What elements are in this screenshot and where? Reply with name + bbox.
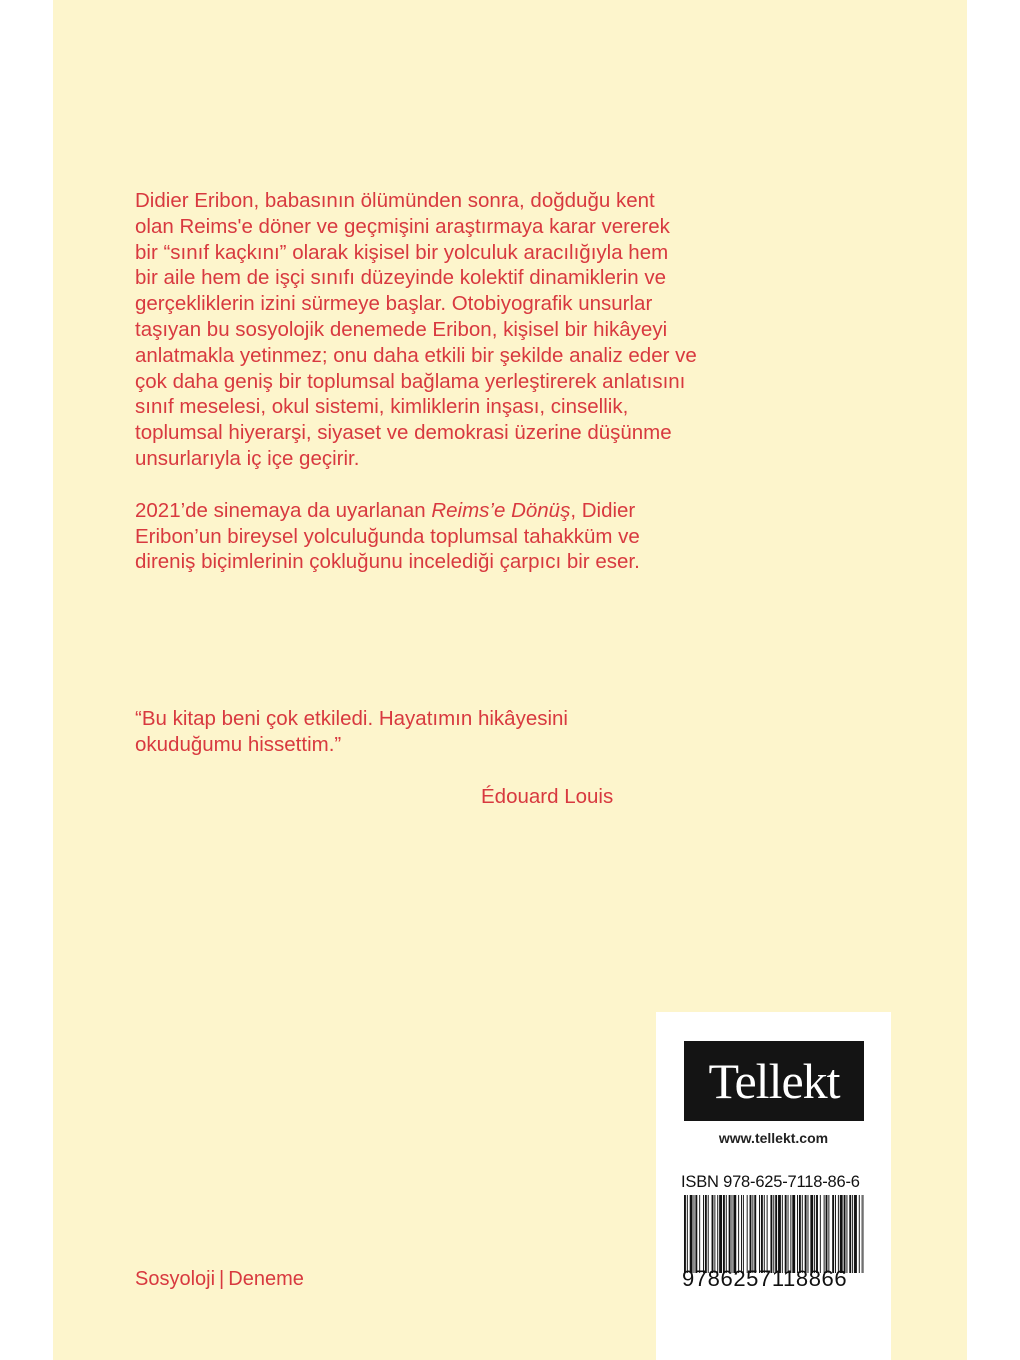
publisher-panel: [656, 1012, 891, 1360]
quote-author: Édouard Louis: [481, 785, 614, 808]
blurb-line: [135, 498, 735, 524]
barcode-bar: [764, 1195, 765, 1273]
barcode-bar: [743, 1195, 744, 1273]
endorsement-quote: [135, 706, 568, 758]
blurb-line: gerçekliklerin izini sürmeye başlar. Otobiyografik unsurlar: [135, 292, 653, 316]
barcode-bar: [852, 1195, 853, 1273]
barcode-bar: [826, 1195, 828, 1273]
barcode-bar: [808, 1195, 809, 1273]
barcode-bar: [816, 1195, 818, 1273]
barcode-bar: [788, 1195, 789, 1273]
barcode-bar: [775, 1195, 777, 1273]
barcode-bar: [750, 1195, 752, 1273]
publisher-website: www.tellekt.com: [718, 1130, 829, 1146]
barcode-bar: [840, 1195, 843, 1273]
barcode-bar: [790, 1195, 791, 1273]
genre-label: [135, 1266, 304, 1292]
blurb-paragraph-2: [135, 498, 735, 575]
barcode-bar: [690, 1195, 693, 1273]
barcode-bar: [759, 1195, 760, 1273]
blurb-paragraph-1: [135, 188, 735, 472]
barcode-bar: [785, 1195, 787, 1273]
blurb-line: direniş biçimlerinin çokluğunu incelediği çarpıcı bir eser.: [135, 550, 640, 574]
barcode-bar: [699, 1195, 700, 1273]
barcode-bar: [814, 1195, 815, 1273]
barcode-bar: [695, 1195, 697, 1273]
barcode-bar: [738, 1195, 739, 1273]
barcode-bar: [859, 1195, 860, 1273]
blurb-text: 2021’de sinemaya da uyarlanan: [135, 498, 432, 522]
barcode-bar: [726, 1195, 727, 1273]
barcode-bar: [705, 1195, 707, 1273]
barcode-bar: [835, 1195, 836, 1273]
barcode-bar: [733, 1195, 736, 1273]
blurb-line: bir “sınıf kaçkını” olarak kişisel bir yolculuk aracılığıyla hem: [135, 240, 669, 264]
publisher-logo: Tellekt: [684, 1041, 864, 1121]
blurb-line: Didier Eribon, babasının ölümünden sonra, doğduğu kent: [135, 189, 655, 212]
barcode-bar: [761, 1195, 763, 1273]
blurb-line: sınıf meselesi, okul sistemi, kimliklerin inşası, cinsellik,: [135, 395, 629, 419]
quote-line: “Bu kitap beni çok etkiledi. Hayatımın hikâyesini: [135, 707, 568, 730]
barcode-bar: [778, 1195, 781, 1273]
barcode-bar: [717, 1195, 718, 1273]
barcode-bar: [723, 1195, 725, 1273]
barcode-bar: [854, 1195, 857, 1273]
blurb-line: Eribon’un bireysel yolculuğunda toplumsal tahakküm ve: [135, 524, 640, 548]
barcode-bar: [684, 1195, 686, 1273]
barcode-bar: [729, 1195, 731, 1273]
barcode-bar: [741, 1195, 742, 1273]
book-title: Reims’e Dönüş: [431, 498, 571, 522]
barcode-bar: [849, 1195, 851, 1273]
genre-separator: |: [219, 1268, 225, 1290]
barcode-bar: [767, 1195, 768, 1273]
barcode-bar: [687, 1195, 688, 1273]
genre-essay: Deneme: [228, 1268, 304, 1290]
barcode-bar: [752, 1195, 753, 1273]
barcode-bar: [694, 1195, 695, 1273]
blurb-line: çok daha geniş bir toplumsal bağlama yerleştirerek anlatısını: [135, 369, 686, 393]
blurb: [135, 188, 735, 575]
barcode-bar: [802, 1195, 803, 1273]
barcode-bar: [719, 1195, 722, 1273]
barcode-bar: [792, 1195, 795, 1273]
blurb-line: olan Reims'e döner ve geçmişini araştırmaya karar vererek: [135, 214, 670, 238]
barcode-bar: [773, 1195, 774, 1273]
blurb-line: toplumsal hiyerarşi, siyaset ve demokrasi üzerine düşünme: [135, 421, 672, 445]
isbn-number: ISBN 978-625-7118-86-6: [681, 1173, 860, 1191]
barcode-bar: [797, 1195, 798, 1273]
blurb-line: unsurlarıyla iç içe geçirir.: [135, 446, 360, 470]
barcode-bar: [708, 1195, 709, 1273]
barcode-bar: [810, 1195, 813, 1273]
barcode-bar: [712, 1195, 714, 1273]
quote-line: okuduğumu hissettim.”: [135, 733, 342, 756]
barcode-bar: [732, 1195, 733, 1273]
blurb-line: bir aile hem de işçi sınıfı düzeyinde kolektif dinamiklerin ve: [135, 266, 666, 290]
blurb-line: taşıyan bu sosyolojik denemede Eribon, kişisel bir hikâyeyi: [135, 317, 668, 341]
barcode-bar: [782, 1195, 783, 1273]
barcode-bar: [805, 1195, 807, 1273]
genre-sociology: Sosyoloji: [135, 1268, 216, 1290]
barcode-bar: [846, 1195, 847, 1273]
barcode-bar: [799, 1195, 801, 1273]
barcode-bar: [844, 1195, 846, 1273]
barcode-bar: [770, 1195, 772, 1273]
barcode-digits: 9786257118866: [682, 1266, 848, 1291]
barcode-bar: [832, 1195, 834, 1273]
barcode-bar: [703, 1195, 704, 1273]
barcode-bar: [747, 1195, 748, 1273]
barcode-icon: [684, 1195, 864, 1273]
barcode-bar: [862, 1195, 863, 1273]
barcode-bar: [828, 1195, 829, 1273]
blurb-text: , Didier: [570, 498, 636, 522]
barcode-bar: [754, 1195, 756, 1273]
blurb-line: anlatmakla yetinmez; onu daha etkili bir şekilde analiz eder ve: [135, 343, 697, 367]
barcode-bar: [820, 1195, 821, 1273]
barcode-bar: [838, 1195, 839, 1273]
barcode-bar: [824, 1195, 825, 1273]
barcode-bar: [714, 1195, 715, 1273]
